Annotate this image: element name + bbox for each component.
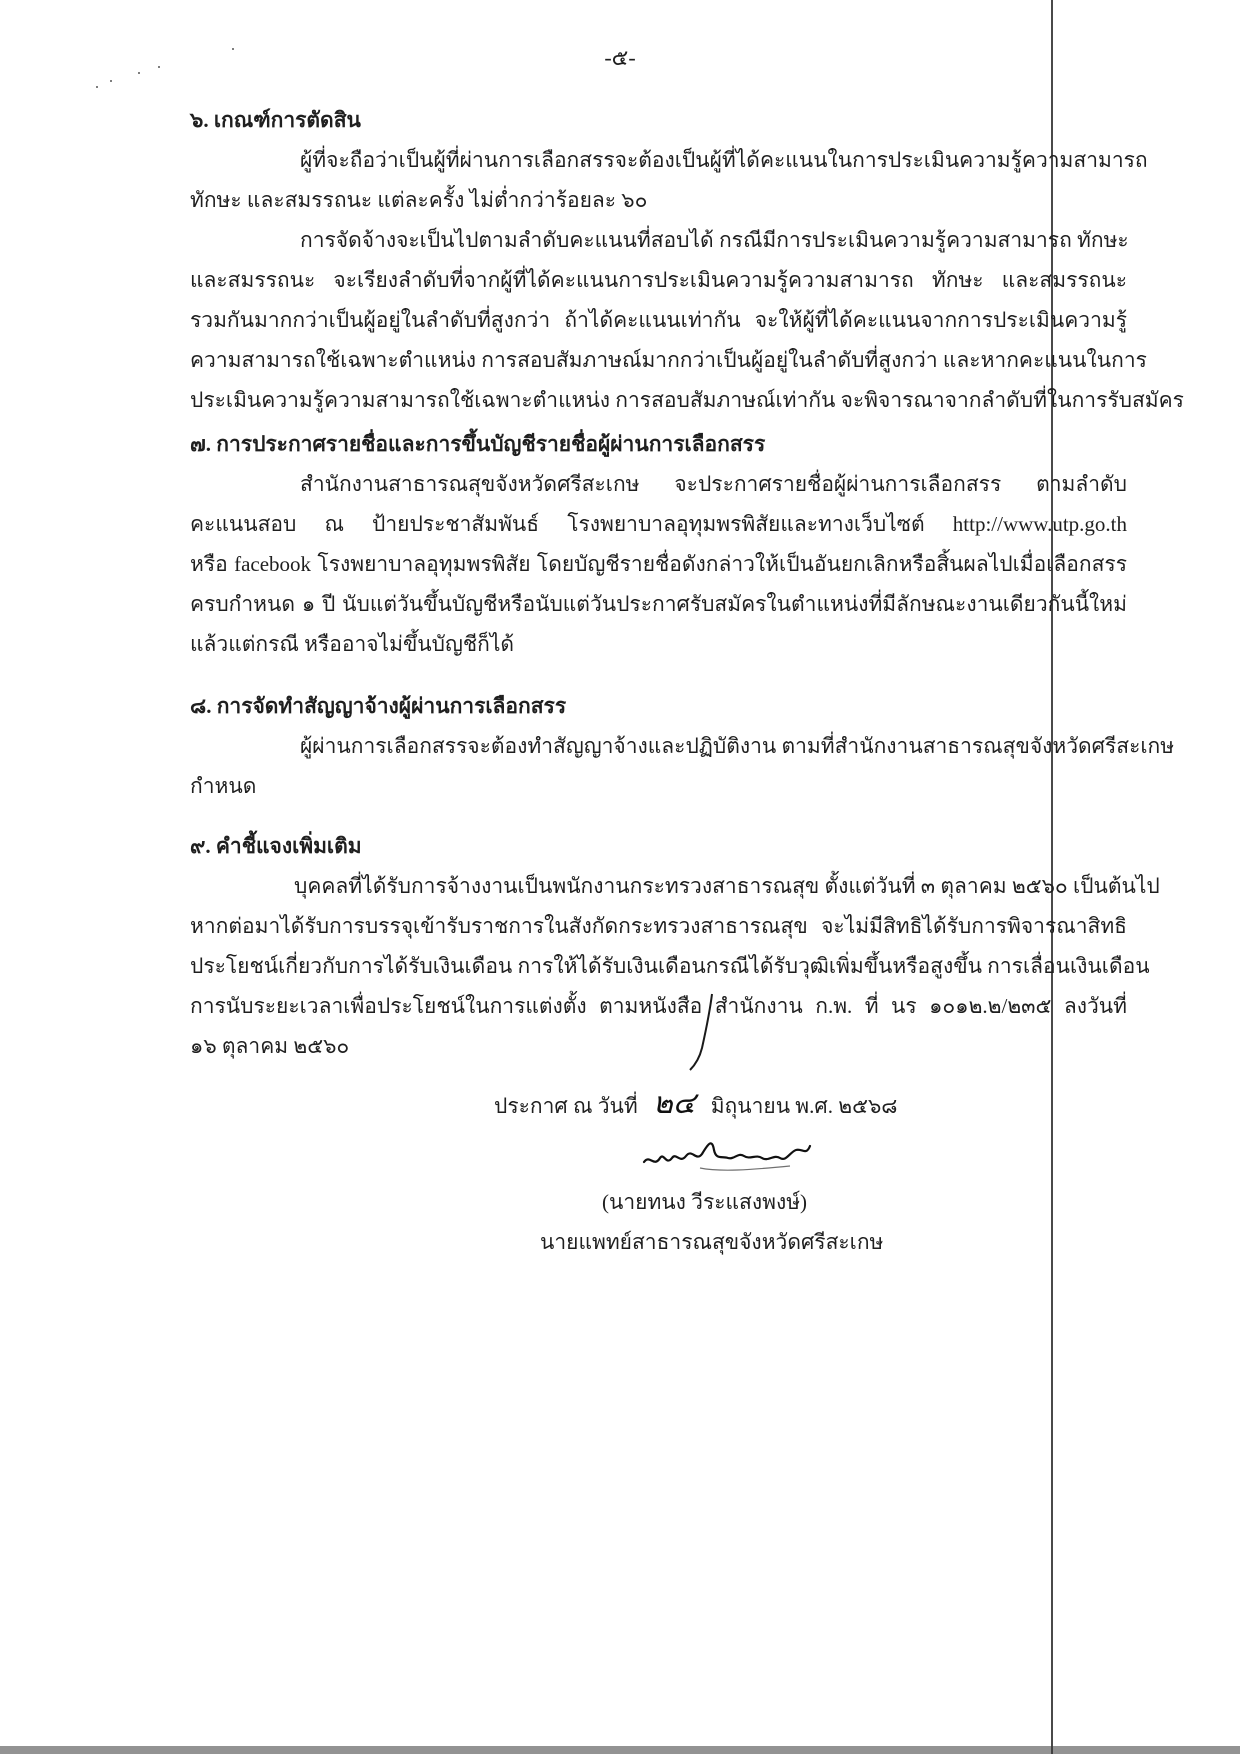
section-heading: ๗. การประกาศรายชื่อและการขึ้นบัญชีรายชื่อผู้ผ่านการเลือกสรร xyxy=(190,432,766,456)
announcement-date xyxy=(494,1080,898,1127)
paragraph-line: กำหนด xyxy=(190,774,257,798)
signature-image xyxy=(640,1128,820,1178)
signer-name: (นายทนง วีระแสงพงษ์) xyxy=(602,1190,808,1214)
announcement-prefix: ประกาศ ณ วันที่ xyxy=(494,1094,638,1118)
scan-speck xyxy=(110,80,112,82)
paragraph-line: การจัดจ้างจะเป็นไปตามลำดับคะแนนที่สอบได้ กรณีมีการประเมินความรู้ความสามารถ ทักษะ xyxy=(300,228,1129,252)
signer-position: นายแพทย์สาธารณสุขจังหวัดศรีสะเกษ xyxy=(540,1230,884,1254)
section-heading: ๙. คำชี้แจงเพิ่มเติม xyxy=(190,834,362,858)
paragraph-line: ครบกำหนด ๑ ปี นับแต่วันขึ้นบัญชีหรือนับแต่วันประกาศรับสมัครในตำแหน่งที่มีลักษณะงานเดียวกันนี้ใหม่ xyxy=(190,592,1127,616)
paragraph-line: ผู้ผ่านการเลือกสรรจะต้องทำสัญญาจ้างและปฏิบัติงาน ตามที่สำนักงานสาธารณสุขจังหวัดศรีสะเกษ xyxy=(300,734,1175,758)
page-number: -๕- xyxy=(604,45,636,70)
paragraph-line: ๑๖ ตุลาคม ๒๕๖๐ xyxy=(190,1034,350,1058)
section-heading: ๘. การจัดทำสัญญาจ้างผู้ผ่านการเลือกสรร xyxy=(190,694,567,718)
paragraph-line: การนับระยะเวลาเพื่อประโยชน์ในการแต่งตั้ง ตามหนังสือ สำนักงาน ก.พ. ที่ นร ๑๐๑๒.๒/๒๓๕ ลงวันที่ xyxy=(190,994,1127,1018)
scan-speck xyxy=(96,86,98,88)
paragraph-line: ประโยชน์เกี่ยวกับการได้รับเงินเดือน การให้ได้รับเงินเดือนกรณีได้รับวุฒิเพิ่มขึ้นหรือสูงขึ้น การเลื่อนเงินเดือน xyxy=(190,954,1150,978)
paragraph-line: ผู้ที่จะถือว่าเป็นผู้ที่ผ่านการเลือกสรรจะต้องเป็นผู้ที่ได้คะแนนในการประเมินความรู้ความสามารถ xyxy=(300,148,1148,172)
paragraph-line: รวมกันมากกว่าเป็นผู้อยู่ในลำดับที่สูงกว่า ถ้าได้คะแนนเท่ากัน จะให้ผู้ที่ได้คะแนนจากการประเมินความรู้ xyxy=(190,308,1127,332)
paragraph-line: หรือ facebook โรงพยาบาลอุทุมพรพิสัย โดยบัญชีรายชื่อดังกล่าวให้เป็นอันยกเลิกหรือสิ้นผลไปเมื่อเลือกสรร xyxy=(190,552,1127,576)
paragraph-line: คะแนนสอบ ณ ป้ายประชาสัมพันธ์ โรงพยาบาลอุทุมพรพิสัยและทางเว็บไซต์ http://www.utp.go.th xyxy=(190,512,1127,536)
paragraph-line: ทักษะ และสมรรถนะ แต่ละครั้ง ไม่ต่ำกว่าร้อยละ ๖๐ xyxy=(190,188,648,212)
paragraph-line: และสมรรถนะ จะเรียงลำดับที่จากผู้ที่ได้คะแนนการประเมินความรู้ความสามารถ ทักษะ และสมรรถนะ xyxy=(190,268,1127,292)
handwritten-stroke-mark xyxy=(668,990,724,1084)
section-heading: ๖. เกณฑ์การตัดสิน xyxy=(190,108,361,132)
scan-bottom-edge xyxy=(0,1746,1240,1754)
announcement-suffix: มิถุนายน พ.ศ. ๒๕๖๘ xyxy=(710,1094,898,1118)
paragraph-line: ความสามารถใช้เฉพาะตำแหน่ง การสอบสัมภาษณ์มากกว่าเป็นผู้อยู่ในลำดับที่สูงกว่า และหากคะแนนในการ xyxy=(190,348,1147,372)
paragraph-line: สำนักงานสาธารณสุขจังหวัดศรีสะเกษ จะประกาศรายชื่อผู้ผ่านการเลือกสรร ตามลำดับ xyxy=(300,472,1127,496)
paragraph-line: หากต่อมาได้รับการบรรจุเข้ารับราชการในสังกัดกระทรวงสาธารณสุข จะไม่มีสิทธิได้รับการพิจารณาสิทธิ xyxy=(190,914,1127,938)
paragraph-line: บุคคลที่ได้รับการจ้างงานเป็นพนักงานกระทรวงสาธารณสุข ตั้งแต่วันที่ ๓ ตุลาคม ๒๕๖๐ เป็นต้นไป xyxy=(294,874,1160,898)
paragraph-line: ประเมินความรู้ความสามารถใช้เฉพาะตำแหน่ง การสอบสัมภาษณ์เท่ากัน จะพิจารณาจากลำดับที่ในการรับสมัคร xyxy=(190,388,1184,412)
paragraph-line: แล้วแต่กรณี หรืออาจไม่ขึ้นบัญชีก็ได้ xyxy=(190,632,515,656)
handwritten-day: ๒๔ xyxy=(652,1086,696,1121)
